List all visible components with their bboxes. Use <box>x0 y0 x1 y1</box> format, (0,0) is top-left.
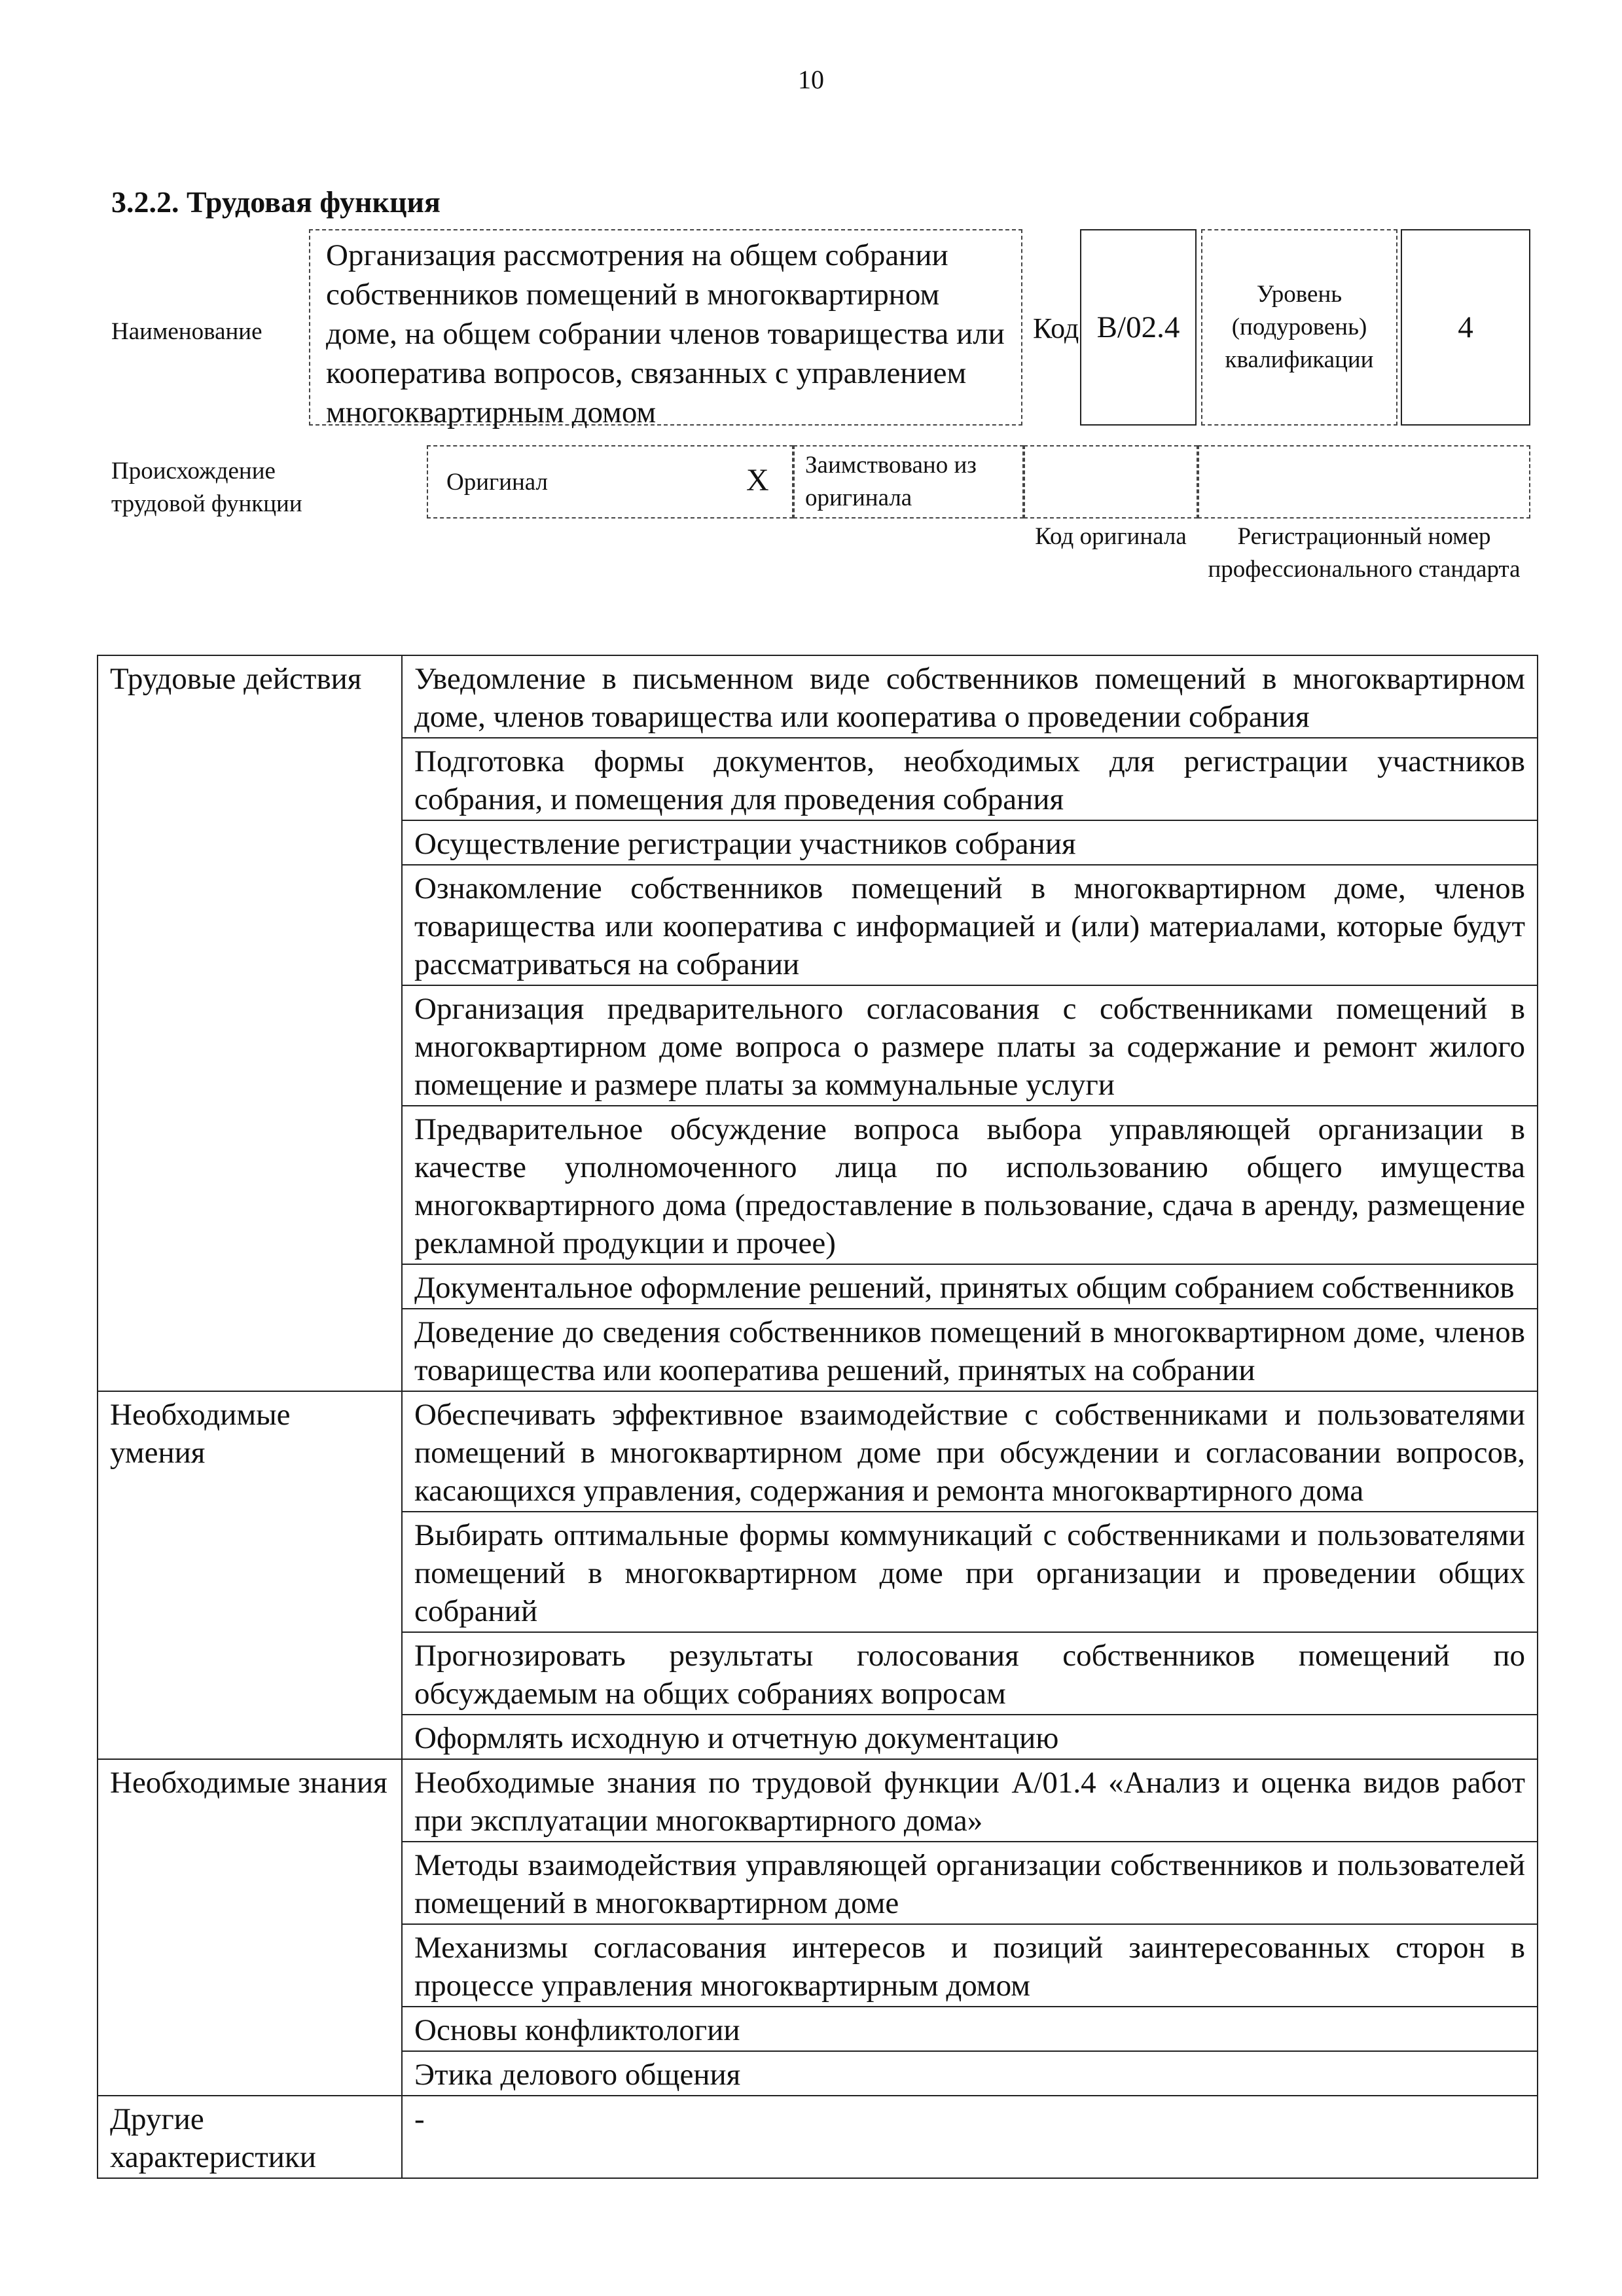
code-original-caption: Код оригинала <box>1035 523 1187 550</box>
code-label: Код <box>1033 312 1079 344</box>
name-label: Наименование <box>111 318 262 345</box>
table-cell: Уведомление в письменном виде собственников помещений в многоквартирном доме, членов товарищества или кооператива о проведении собрания <box>402 655 1538 738</box>
table-cell: Документальное оформление решений, принятых общим собранием собственников <box>402 1264 1538 1309</box>
page-number: 10 <box>798 65 824 94</box>
table-cell: Предварительное обсуждение вопроса выбора управляющей организации в качестве уполномоченного лица по использованию общего имущества многоквартирного дома (предоставление в пользование, сдача в аренду, размещение рекламной продукции и прочее) <box>402 1106 1538 1264</box>
table-cell: Прогнозировать результаты голосования собственников помещений по обсуждаемым на общих собраниях вопросам <box>402 1632 1538 1715</box>
section-label-skills: Необходимые умения <box>98 1391 402 1759</box>
borrowed-box <box>793 445 1024 519</box>
table-cell: Основы конфликтологии <box>402 2007 1538 2051</box>
table-cell: Осуществление регистрации участников собрания <box>402 820 1538 865</box>
table-cell: Ознакомление собственников помещений в многоквартирном доме, членов товарищества или кооператива с информацией и (или) материалами, которые будут рассматриваться на собрании <box>402 865 1538 985</box>
table-row <box>98 1759 1538 1842</box>
table-cell: Этика делового общения <box>402 2051 1538 2096</box>
name-value: Организация рассмотрения на общем собрании собственников помещений в многоквартирном доме, на общем собрании членов товарищества или кооператива вопросов, связанных с управлением многоквартирным домом <box>326 238 1005 429</box>
table-cell: Организация предварительного согласования с собственниками помещений в многоквартирном доме вопроса о размере платы за содержание и ремонт жилого помещение и размере платы за коммунальные услуги <box>402 985 1538 1106</box>
table-cell: Методы взаимодействия управляющей организации собственников и пользователей помещений в многоквартирном доме <box>402 1842 1538 1924</box>
table-cell: Необходимые знания по трудовой функции A/01.4 «Анализ и оценка видов работ при эксплуатации многоквартирного дома» <box>402 1759 1538 1842</box>
section-label-knowledge: Необходимые знания <box>98 1759 402 2096</box>
level-label: Уровень (подуровень) квалификации <box>1225 281 1374 373</box>
borrowed-label: Заимствовано из оригинала <box>805 452 977 511</box>
original-label: Оригинал <box>446 469 549 496</box>
reg-number-box <box>1198 445 1530 519</box>
table-cell: Обеспечивать эффективное взаимодействие с собственниками и пользователями помещений в многоквартирном доме при обсуждении и согласовании вопросов, касающихся управления, содержания и ремонта многоквартирного дома <box>402 1391 1538 1512</box>
name-value-box <box>309 229 1022 429</box>
table-cell: Выбирать оптимальные формы коммуникаций с собственниками и пользователями помещений в многоквартирном доме при организации и проведении общих собраний <box>402 1512 1538 1632</box>
table-row <box>98 655 1538 738</box>
code-original-box <box>1024 445 1198 519</box>
section-label-other: Другие характеристики <box>98 2096 402 2178</box>
code-value: B/02.4 <box>1096 310 1180 344</box>
original-mark: X <box>746 463 769 498</box>
level-value: 4 <box>1458 310 1473 344</box>
table-row <box>98 2096 1538 2178</box>
original-box <box>427 445 793 519</box>
table-cell: Доведение до сведения собственников помещений в многоквартирном доме, членов товарищества или кооператива решений, принятых на собрании <box>402 1309 1538 1391</box>
section-title: 3.2.2. Трудовая функция <box>111 185 441 219</box>
table-cell: Подготовка формы документов, необходимых для регистрации участников собрания, и помещения для проведения собрания <box>402 738 1538 820</box>
table-cell: Оформлять исходную и отчетную документацию <box>402 1715 1538 1759</box>
level-value-box <box>1401 229 1530 426</box>
table-cell: - <box>402 2096 1538 2178</box>
reg-number-caption: Регистрационный номер профессионального стандарта <box>1208 523 1521 583</box>
code-value-box <box>1080 229 1197 426</box>
table-row <box>98 1391 1538 1512</box>
origin-label: Происхождение трудовой функции <box>111 458 302 517</box>
table-cell: Механизмы согласования интересов и позиций заинтересованных сторон в процессе управления многоквартирным домом <box>402 1924 1538 2007</box>
level-label-box <box>1201 229 1397 426</box>
function-details-table <box>97 655 1538 2179</box>
section-label-actions: Трудовые действия <box>98 655 402 1391</box>
